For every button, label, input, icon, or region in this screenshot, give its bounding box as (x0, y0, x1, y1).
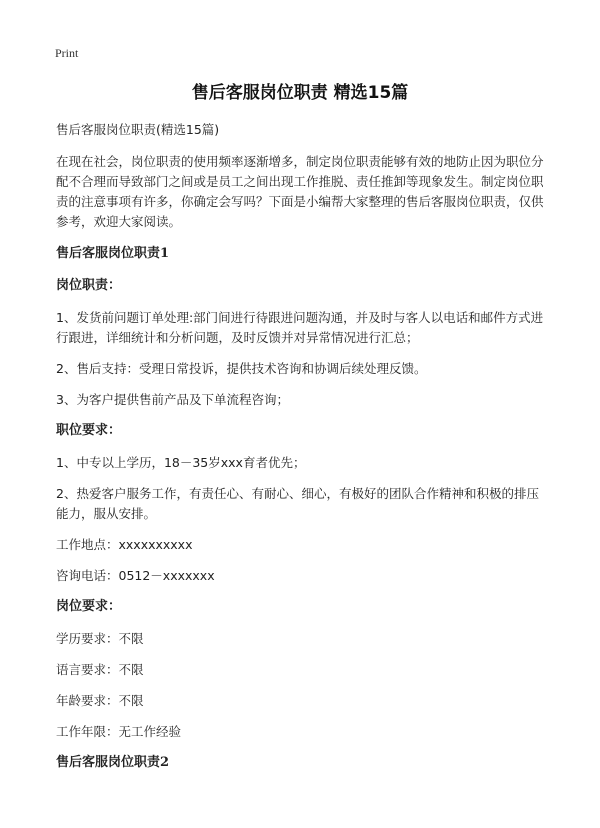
post-requirement-item: 年龄要求：不限 (56, 693, 144, 708)
post-requirements-heading: 岗位要求： (56, 599, 122, 614)
duty-item: 3、为客户提供售前产品及下单流程咨询； (56, 392, 289, 407)
work-location: 工作地点：xxxxxxxxxx (56, 537, 193, 552)
print-label: Print (55, 46, 79, 60)
duty-item: 2、售后支持：受理日常投诉，提供技术咨询和协调后续处理反馈。 (56, 361, 427, 376)
section-heading: 售后客服岗位职责2 (56, 755, 170, 770)
duties-heading: 岗位职责： (56, 278, 122, 293)
duty-item: 1、发货前问题订单处理:部门间进行待跟进问题沟通，并及时与客人以电话和邮件方式进行跟进，详细统计和分析问题，及时反馈并对异常情况进行汇总； (56, 310, 544, 345)
post-requirement-item: 学历要求：不限 (56, 631, 144, 646)
requirement-item: 2、热爱客户服务工作，有责任心、有耐心、细心，有极好的团队合作精神和积极的排压能力，服从安排。 (56, 486, 539, 521)
requirements-heading: 职位要求： (56, 423, 122, 438)
contact-phone: 咨询电话：0512－xxxxxxx (56, 568, 215, 583)
document-body (56, 120, 548, 785)
section-heading: 售后客服岗位职责1 (56, 246, 170, 261)
post-requirement-item: 语言要求：不限 (56, 662, 144, 677)
requirement-item: 1、中专以上学历，18－35岁xxx育者优先； (56, 455, 306, 470)
intro-paragraph: 在现在社会，岗位职责的使用频率逐渐增多，制定岗位职责能够有效的地防止因为职位分配不合理而导致部门之间或是员工之间出现工作推脱、责任推卸等现象发生。制定岗位职责的注意事项有许多，你确定会写吗？下面是小编帮大家整理的售后客服岗位职责，仅供参考，欢迎大家阅读。 (56, 154, 544, 229)
document-subtitle: 售后客服岗位职责(精选15篇) (56, 122, 220, 137)
page-title: 售后客服岗位职责 精选15篇 (191, 83, 409, 103)
post-requirement-item: 工作年限：无工作经验 (56, 724, 182, 739)
